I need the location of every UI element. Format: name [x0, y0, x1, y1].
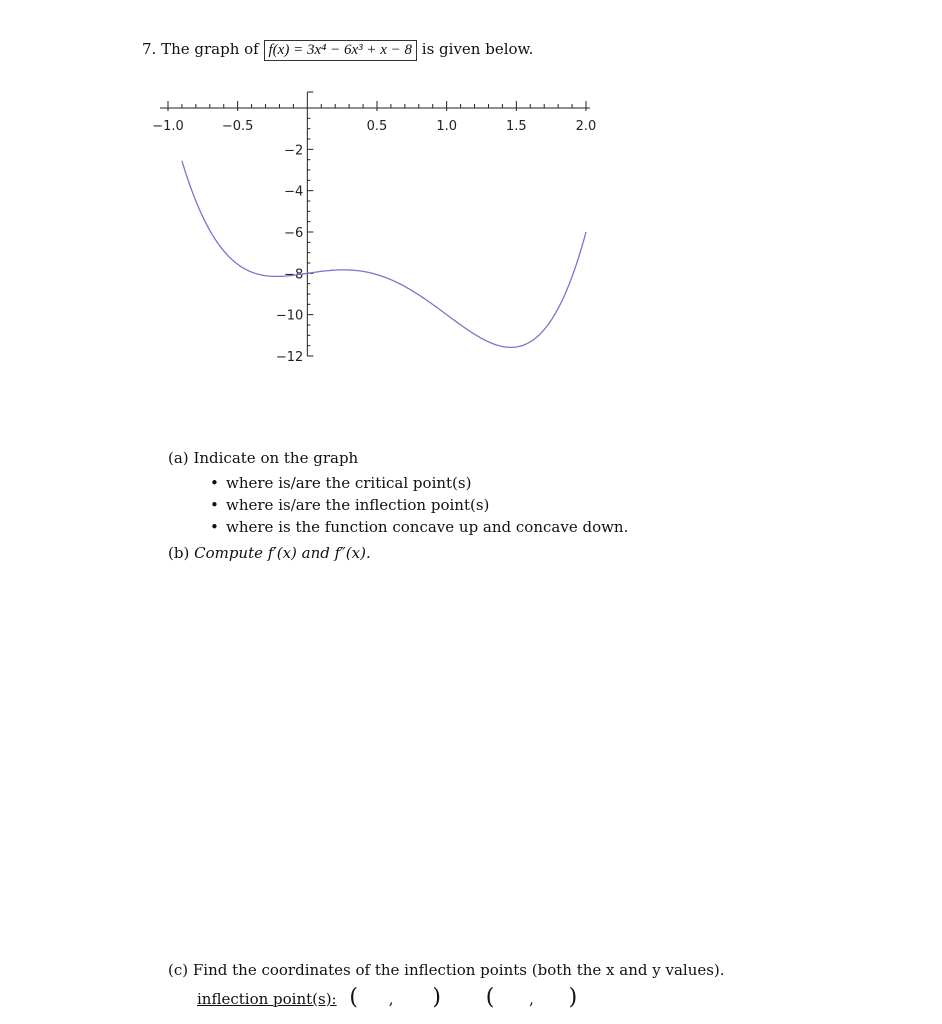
question-suffix: is given below.: [421, 40, 534, 58]
answer-2-open-paren: (: [485, 985, 495, 1010]
part-b: [168, 544, 371, 562]
y-tick-label: −2: [284, 143, 304, 159]
y-ticks: [307, 92, 313, 356]
y-tick-labels: [276, 143, 303, 365]
answer-2-close-paren: ): [568, 985, 578, 1010]
function-formula-box: f(x) = 3x⁴ − 6x³ + x − 8: [264, 40, 418, 61]
x-tick-label: −0.5: [221, 119, 254, 134]
part-c: [168, 961, 725, 979]
part-a-label: (a): [168, 449, 189, 467]
function-curve: [182, 161, 586, 347]
x-tick-label: 0.5: [366, 119, 388, 134]
question-number: 7.: [142, 40, 157, 58]
inflection-answer-row: [197, 985, 577, 1010]
x-tick-label: −1.0: [152, 119, 184, 134]
bullet-concavity: • where is the function concave up and concave down.: [210, 516, 628, 538]
y-tick-label: −12: [275, 350, 304, 365]
part-c-text: Find the coordinates of the inflection points (both the x and y values).: [192, 961, 725, 979]
answer-1-close-paren: ): [432, 985, 441, 1010]
x-tick-label: 1.5: [505, 119, 527, 134]
function-graph: [0, 0, 942, 420]
part-c-label: (c): [168, 961, 189, 979]
answer-1-open-paren: (: [349, 985, 358, 1010]
inflection-answer-label: inflection point(s):: [197, 990, 337, 1008]
part-b-label: (b): [168, 544, 190, 562]
question-intro: The graph of: [161, 40, 259, 58]
y-tick-label: −6: [284, 226, 304, 241]
x-ticks: [168, 101, 586, 111]
x-tick-labels: [152, 119, 596, 134]
y-tick-label: −8: [284, 267, 304, 283]
part-a: [168, 449, 358, 467]
x-tick-label: 1.0: [436, 119, 458, 134]
y-tick-label: −4: [284, 184, 304, 200]
answer-1-comma: ,: [388, 990, 394, 1008]
x-tick-label: 2.0: [575, 119, 597, 134]
answer-2-comma: ,: [529, 990, 534, 1008]
part-a-text: Indicate on the graph: [193, 449, 359, 467]
part-a-bullet-list: [210, 472, 628, 538]
bullet-critical-points: • where is/are the critical point(s): [210, 472, 628, 494]
y-tick-label: −10: [275, 308, 304, 324]
bullet-inflection-points: • where is/are the inflection point(s): [210, 494, 628, 516]
part-b-text: Compute f′(x) and f″(x).: [194, 544, 371, 562]
